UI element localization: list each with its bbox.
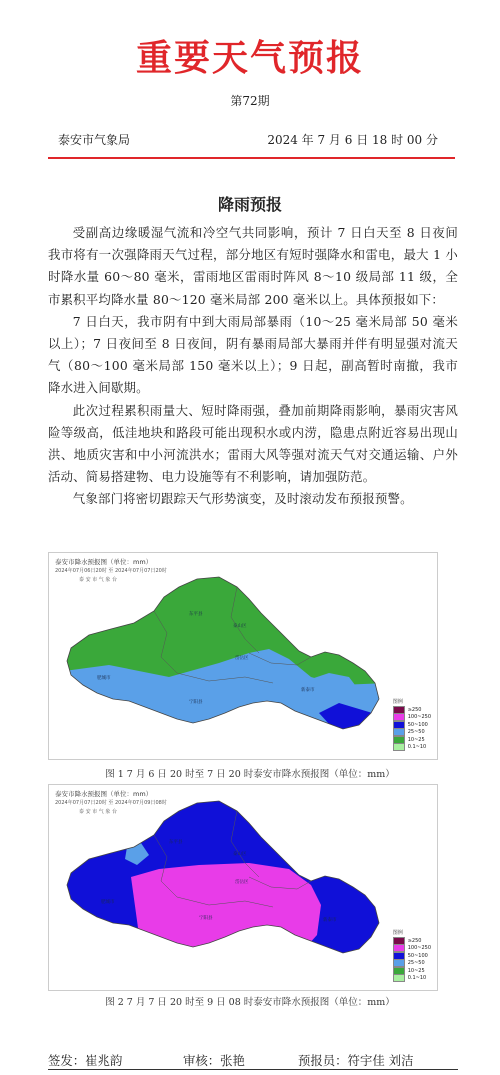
reviewed-by: 审核：张艳 <box>183 1053 245 1068</box>
place-label: 宁阳县 <box>199 916 213 921</box>
precip-map-1 <box>48 552 438 760</box>
place-label: 肥城市 <box>101 900 115 905</box>
legend-label: 50~100 <box>407 721 428 728</box>
map-legend <box>393 698 431 751</box>
legend-title: 图例 <box>392 699 403 705</box>
map-source: 泰 安 市 气 象 台 <box>79 809 117 815</box>
document-title: 重要天气预报 <box>135 38 364 79</box>
legend-label: 0.1~10 <box>407 744 427 751</box>
precip-map-2-graphic <box>49 785 437 990</box>
map-caption-1: 图 1 7 月 6 日 20 时至 7 日 20 时泰安市降水预报图（单位：mm） <box>105 769 395 780</box>
forecast-body <box>48 222 458 511</box>
place-label: 泰山区 <box>233 852 247 857</box>
legend-label: 25~50 <box>407 960 425 967</box>
legend-label: 10~25 <box>407 967 425 974</box>
legend-item <box>393 744 431 752</box>
map-title: 泰安市降水预报图（单位：mm） <box>55 790 153 798</box>
legend-label: ≥250 <box>407 937 422 944</box>
issue-number: 第72期 <box>230 94 270 108</box>
legend-label: 25~50 <box>407 729 425 736</box>
map-legend <box>393 929 431 982</box>
place-label: 东平县 <box>169 840 183 845</box>
place-label: 新泰市 <box>323 918 337 923</box>
legend-swatch <box>393 743 405 751</box>
precip-map-1-graphic <box>49 553 437 759</box>
header-divider <box>48 157 455 159</box>
legend-swatch <box>393 974 405 982</box>
signed-by: 签发：崔兆韵 <box>48 1053 123 1068</box>
place-label: 东平县 <box>189 612 203 617</box>
paragraph: 受副高边缘暖湿气流和冷空气共同影响，预计 7 日白天至 8 日夜间我市将有一次强降雨天气过程，部分地区有短时强降水和雷电，最大 1 小时降水量 60～80 毫米，雷雨地区雷雨时阵风 8～10 级局部 11 级，全市累积平均降水量 80～120 毫米局部 200 毫米以上。具体预报如下： <box>48 225 458 307</box>
paragraph: 此次过程累积雨量大、短时降雨强，叠加前期降雨影响，暴雨灾害风险等级高，低洼地块和路段可能出现积水或内涝，隐患点附近容易出现山洪、地质灾害和中小河流洪水；雷雨大风等强对流天气对交通运输、户外活动、简易搭建物、电力设施等有不利影响，请加强防范。 <box>48 402 458 485</box>
legend-label: ≥250 <box>407 706 422 713</box>
legend-label: 10~25 <box>407 736 425 743</box>
place-label: 泰山区 <box>233 624 247 629</box>
map-title: 泰安市降水预报图（单位：mm） <box>55 558 153 566</box>
legend-label: 0.1~10 <box>407 975 427 982</box>
signature-block <box>48 1051 460 1069</box>
legend-label: 50~100 <box>407 952 428 959</box>
forecast-heading: 降雨预报 <box>217 195 282 214</box>
issuing-agency: 泰安市气象局 <box>58 133 131 147</box>
precip-map-2 <box>48 784 438 991</box>
legend-label: 100~250 <box>407 945 431 952</box>
legend-label: 100~250 <box>407 714 431 721</box>
legend-title: 图例 <box>392 930 403 936</box>
paragraph: 7 日白天，我市阴有中到大雨局部暴雨（10～25 毫米局部 50 毫米以上）；7 日夜间至 8 日夜间，阴有暴雨局部大暴雨并伴有明显强对流天气（80～100 毫米局部 150 毫米以上）；9 日起，副高暂时南撤，我市降水进入间歇期。 <box>48 313 458 396</box>
map-time-range: 2024年07月06日20时 至 2024年07月07日20时 <box>55 568 167 574</box>
forecaster: 预报员：符宇佳 刘洁 <box>298 1053 414 1068</box>
map-source: 泰 安 市 气 象 台 <box>79 577 117 583</box>
signature-underline <box>48 1069 458 1070</box>
map-caption-2: 图 2 7 月 7 日 20 时至 9 日 08 时泰安市降水预报图（单位：mm） <box>105 997 395 1008</box>
place-label: 新泰市 <box>301 688 315 693</box>
legend-item <box>393 975 431 983</box>
issue-time: 2024 年 7 月 6 日 18 时 00 分 <box>267 133 438 147</box>
place-label: 宁阳县 <box>189 700 203 705</box>
paragraph: 气象部门将密切跟踪天气形势演变，及时滚动发布预报预警。 <box>72 491 413 507</box>
place-label: 岱岳区 <box>235 656 249 661</box>
map-time-range: 2024年07月07日20时 至 2024年07月09日08时 <box>55 800 167 806</box>
place-label: 岱岳区 <box>235 880 249 885</box>
place-label: 肥城市 <box>97 676 111 681</box>
